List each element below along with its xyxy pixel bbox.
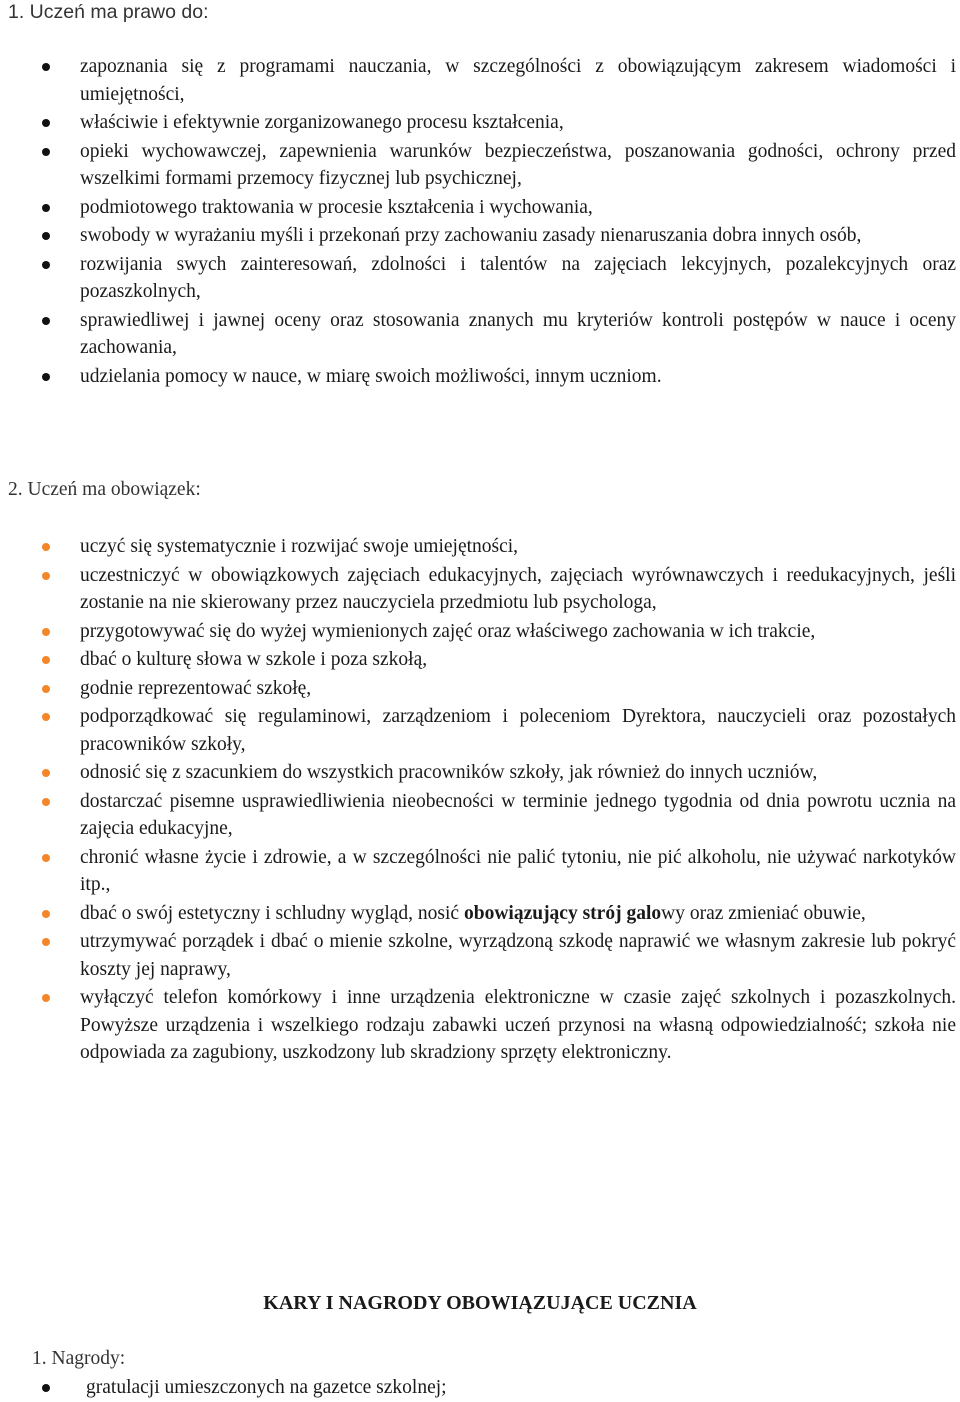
section-heading-duties: 2. Uczeń ma obowiązek: — [8, 479, 201, 500]
bullet-icon — [42, 628, 50, 636]
bullet-icon — [42, 543, 50, 551]
section-heading-rewards: 1. Nagrody: — [32, 1348, 126, 1369]
rewards-list — [0, 1374, 960, 1402]
bullet-icon — [42, 910, 50, 918]
rights-list — [0, 53, 960, 391]
bullet-icon — [42, 656, 50, 664]
bullet-icon — [42, 1384, 50, 1392]
list-item: opieki wychowawczej, zapewnienia warunków bezpieczeństwa, poszanowania godności, ochrony przed wszelkimi formami przemocy fizycznej lub psychicznej, — [0, 138, 960, 193]
list-item: utrzymywać porządek i dbać o mienie szkolne, wyrządzoną szkodę naprawić we własnym zakresie lub pokryć koszty jej naprawy, — [0, 928, 960, 983]
bullet-icon — [42, 854, 50, 862]
bullet-icon — [42, 769, 50, 777]
bullet-icon — [42, 148, 50, 156]
list-item: udzielania pomocy w nauce, w miarę swoich możliwości, innym uczniom. — [0, 363, 960, 391]
list-item: chronić własne życie i zdrowie, a w szczególności nie palić tytoniu, nie pić alkoholu, nie używać narkotyków itp., — [0, 844, 960, 899]
bullet-icon — [42, 994, 50, 1002]
bullet-icon — [42, 261, 50, 269]
list-item: rozwijania swych zainteresowań, zdolności i talentów na zajęciach lekcyjnych, pozalekcyjnych oraz pozaszkolnych, — [0, 251, 960, 306]
bullet-icon — [42, 685, 50, 693]
section-heading-rights: 1. Uczeń ma prawo do: — [8, 1, 209, 23]
list-item: odnosić się z szacunkiem do wszystkich pracowników szkoły, jak również do innych uczniów, — [0, 759, 960, 787]
list-item: gratulacji umieszczonych na gazetce szkolnej; — [0, 1374, 960, 1402]
list-item: podporządkować się regulaminowi, zarządzeniom i poleceniom Dyrektora, nauczycieli oraz pozostałych pracowników szkoły, — [0, 703, 960, 758]
document-title: KARY I NAGRODY OBOWIĄZUJĄCE UCZNIA — [263, 1292, 697, 1314]
list-item: zapoznania się z programami nauczania, w szczególności z obowiązującym zakresem wiadomości i umiejętności, — [0, 53, 960, 108]
duties-list — [0, 533, 960, 1068]
dress-code-emphasis: obowiązujący strój galo — [463, 902, 662, 924]
list-item: podmiotowego traktowania w procesie kształcenia i wychowania, — [0, 194, 960, 222]
list-item: właściwie i efektywnie zorganizowanego procesu kształcenia, — [0, 109, 960, 137]
bullet-icon — [42, 232, 50, 240]
list-item: dbać o kulturę słowa w szkole i poza szkołą, — [0, 646, 960, 674]
bullet-icon — [42, 119, 50, 127]
list-item: uczestniczyć w obowiązkowych zajęciach edukacyjnych, zajęciach wyrównawczych i reedukacyjnych, jeśli zostanie na nie skierowany przez nauczyciela przedmiotu lub psychologa, — [0, 562, 960, 617]
bullet-icon — [42, 317, 50, 325]
list-item: wyłączyć telefon komórkowy i inne urządzenia elektroniczne w czasie zajęć szkolnych i pozaszkolnych. Powyższe urządzenia i wszelkiego rodzaju zabawki uczeń przynosi na własną odpowiedzialność; szkoła nie odpowiada za zagubiony, uszkodzony lub skradziony sprzęty elektroniczny. — [0, 984, 960, 1067]
list-item: dostarczać pisemne usprawiedliwienia nieobecności w terminie jednego tygodnia od dnia powrotu ucznia na zajęcia edukacyjne, — [0, 788, 960, 843]
list-item: sprawiedliwej i jawnej oceny oraz stosowania znanych mu kryteriów kontroli postępów w nauce i oceny zachowania, — [0, 307, 960, 362]
bullet-icon — [42, 63, 50, 71]
bullet-icon — [42, 373, 50, 381]
bullet-icon — [42, 572, 50, 580]
list-item: swobody w wyrażaniu myśli i przekonań przy zachowaniu zasady nienaruszania dobra innych osób, — [0, 222, 960, 250]
bullet-icon — [42, 798, 50, 806]
list-item: dbać o swój estetyczny i schludny wygląd, nosić obowiązujący strój galowy oraz zmieniać obuwie, — [0, 900, 960, 928]
list-item: przygotowywać się do wyżej wymienionych zajęć oraz właściwego zachowania w ich trakcie, — [0, 618, 960, 646]
list-item: uczyć się systematycznie i rozwijać swoje umiejętności, — [0, 533, 960, 561]
bullet-icon — [42, 938, 50, 946]
bullet-icon — [42, 713, 50, 721]
bullet-icon — [42, 204, 50, 212]
list-item: godnie reprezentować szkołę, — [0, 675, 960, 703]
